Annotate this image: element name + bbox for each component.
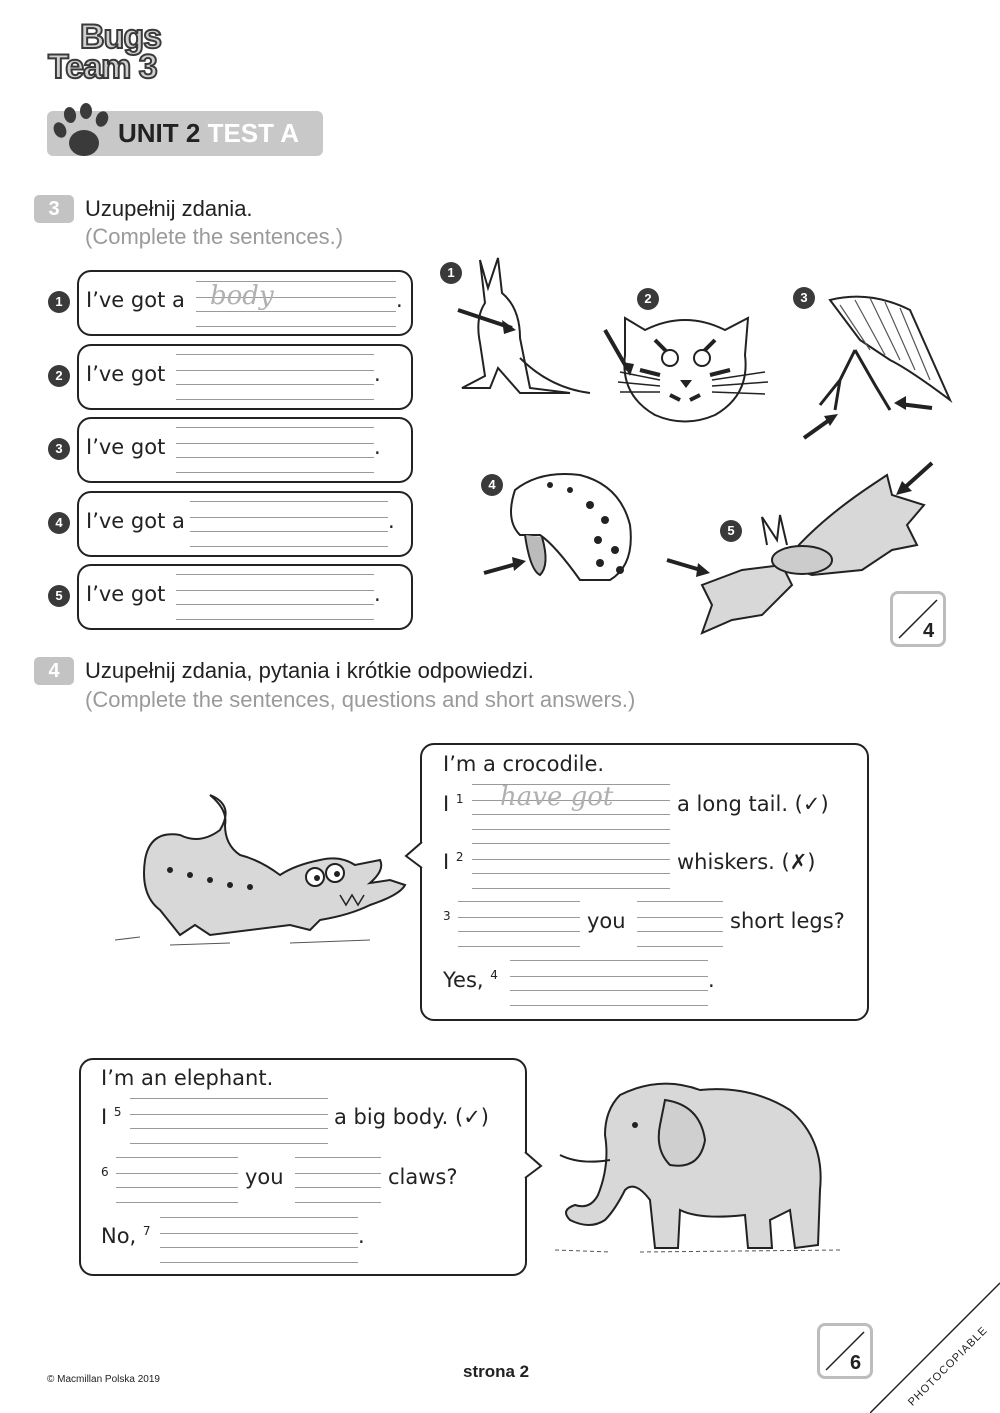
score-box-exercise-4 <box>817 1323 873 1379</box>
line-3-post: short legs? <box>730 909 845 933</box>
elephant-illustration <box>550 1070 850 1260</box>
gap-7-lines[interactable] <box>160 1217 358 1263</box>
crocodile-intro: I’m a crocodile. <box>443 752 605 776</box>
gap-number-4: 4 <box>490 968 498 982</box>
score-max-exercise-3: 4 <box>923 620 935 642</box>
photocopiable-corner <box>870 1282 1000 1413</box>
bugs-team-logo <box>48 18 198 92</box>
bird-claws-illustration <box>800 290 960 440</box>
score-slash <box>893 594 943 644</box>
line-6-post: claws? <box>388 1165 458 1189</box>
gap-number-2: 2 <box>455 850 464 864</box>
line-6-start <box>101 1165 109 1189</box>
sentence-stem-5: I’ve got <box>86 582 166 606</box>
gap-number-1: 1 <box>455 792 464 806</box>
line-7-end: . <box>358 1224 365 1248</box>
logo-line-1: Bugs <box>80 18 161 56</box>
sentence-end-1: . <box>396 288 403 312</box>
copyright: © Macmillan Polska 2019 <box>47 1374 160 1385</box>
line-4-pre: Yes, <box>443 968 484 992</box>
exercise-3-subtitle: (Complete the sentences.) <box>85 224 344 249</box>
line-2-pronoun <box>443 850 464 874</box>
bubble-tail <box>523 1150 543 1180</box>
line-2-pre: I <box>443 850 450 874</box>
bubble-tail <box>404 840 424 870</box>
logo-line-2: Team 3 <box>48 48 157 86</box>
gap-6-lines[interactable] <box>116 1157 238 1203</box>
sentence-stem-1: I’ve got a <box>86 288 185 312</box>
item-number: 5 <box>48 585 70 607</box>
gap-number-5: 5 <box>113 1105 122 1119</box>
exercise-3-title: Uzupełnij zdania. <box>85 196 253 221</box>
picture-number: 5 <box>720 520 742 542</box>
gap-3b-lines[interactable] <box>637 901 723 947</box>
gap-3-lines[interactable] <box>458 901 580 947</box>
example-answer-1: body <box>210 281 274 311</box>
gap-2-lines[interactable] <box>472 843 670 889</box>
line-6-mid: you <box>245 1165 284 1189</box>
sentence-stem-2: I’ve got <box>86 362 166 386</box>
score-slash <box>820 1326 870 1376</box>
line-1-post: a long tail. (✓) <box>677 792 829 816</box>
paw-icon <box>50 103 112 161</box>
line-4-start <box>443 968 498 992</box>
line-4-end: . <box>708 968 715 992</box>
sentence-end-2: . <box>374 362 381 386</box>
picture-number: 4 <box>481 474 503 496</box>
crocodile-illustration <box>110 785 410 955</box>
sentence-end-4: . <box>388 509 395 533</box>
answer-lines-2[interactable] <box>176 354 374 400</box>
item-number: 2 <box>48 365 70 387</box>
picture-number: 2 <box>637 288 659 310</box>
gap-6b-lines[interactable] <box>295 1157 381 1203</box>
gap-number-7: 7 <box>142 1224 151 1238</box>
sentence-end-5: . <box>374 582 381 606</box>
line-1-pronoun <box>443 792 464 816</box>
picture-number: 1 <box>440 262 462 284</box>
line-3-mid: you <box>587 909 626 933</box>
gap-number-3: 3 <box>443 909 451 923</box>
line-3-start <box>443 909 451 933</box>
unit-number: UNIT 2 <box>118 118 201 148</box>
exercise-4-number: 4 <box>34 657 74 685</box>
answer-lines-5[interactable] <box>176 574 374 620</box>
picture-number: 3 <box>793 287 815 309</box>
gap-number-6: 6 <box>101 1165 109 1179</box>
line-7-pre: No, <box>101 1224 137 1248</box>
page-number: strona 2 <box>463 1362 530 1381</box>
item-number: 4 <box>48 512 70 534</box>
line-5-start <box>101 1105 122 1129</box>
exercise-3-number: 3 <box>34 195 74 223</box>
gap-4-lines[interactable] <box>510 960 708 1006</box>
line-7-start <box>101 1224 151 1248</box>
example-answer-gap-1: have got <box>500 782 614 812</box>
score-max-exercise-4: 6 <box>850 1352 862 1374</box>
exercise-4-subtitle: (Complete the sentences, questions and short answers.) <box>85 687 636 712</box>
item-number: 3 <box>48 438 70 460</box>
sentence-stem-3: I’ve got <box>86 435 166 459</box>
answer-lines-4[interactable] <box>190 501 388 547</box>
sentence-end-3: . <box>374 435 381 459</box>
kangaroo-illustration <box>450 248 600 398</box>
leopard-illustration <box>480 465 640 590</box>
tiger-face-illustration <box>600 300 770 430</box>
exercise-4-title: Uzupełnij zdania, pytania i krótkie odpowiedzi. <box>85 658 534 683</box>
line-5-pre: I <box>101 1105 108 1129</box>
answer-lines-3[interactable] <box>176 427 374 473</box>
line-1-pre: I <box>443 792 450 816</box>
sentence-stem-4: I’ve got a <box>86 509 185 533</box>
unit-title <box>118 118 299 149</box>
photocopiable-label: PHOTOCOPIABLE <box>906 1324 991 1409</box>
line-5-post: a big body. (✓) <box>334 1105 489 1129</box>
test-label: TEST A <box>207 118 300 148</box>
item-number: 1 <box>48 291 70 313</box>
line-2-post: whiskers. (✗) <box>677 850 816 874</box>
elephant-intro: I’m an elephant. <box>101 1066 274 1090</box>
gap-5-lines[interactable] <box>130 1098 328 1144</box>
score-box-exercise-3 <box>890 591 946 647</box>
